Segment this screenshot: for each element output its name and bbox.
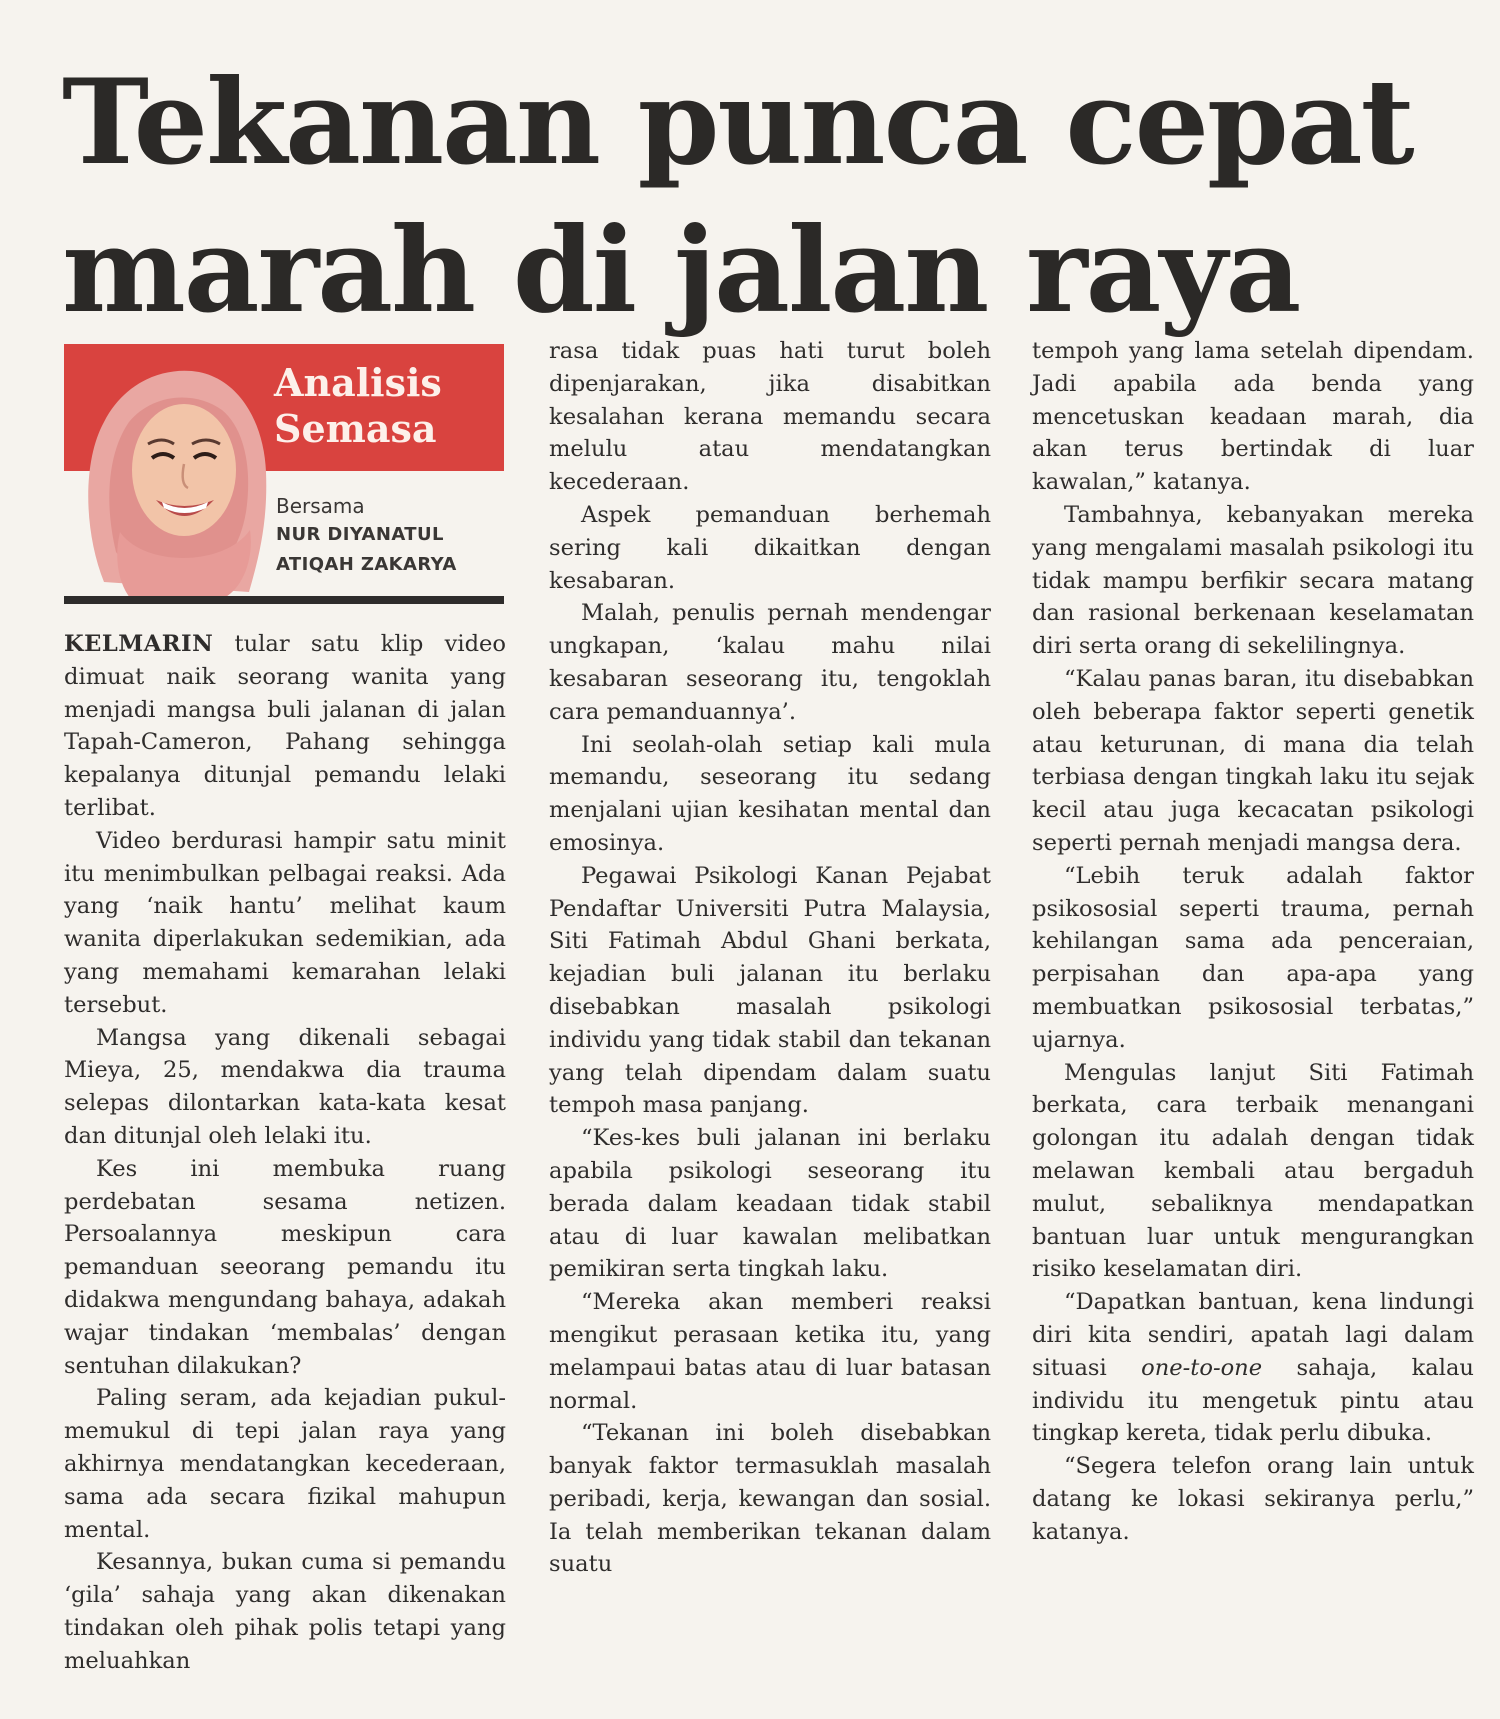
author-name-line-1: NUR DIYANATUL <box>276 524 444 545</box>
headline-line-1: Tekanan punca cepat <box>62 53 1413 191</box>
paragraph-text: “Dapatkan bantuan, kena lindungi diri kita sendiri, apatah lagi dalam situasi <box>1032 1289 1474 1381</box>
article-paragraph: Ini seolah-olah setiap kali mula memandu, seseorang itu sedang menjalani ujian kesihatan mental dan emosinya. <box>549 731 991 856</box>
columnist-portrait-icon <box>74 352 274 598</box>
article-paragraph: “Mereka akan memberi reaksi mengikut perasaan ketika itu, yang melampaui batas atau di luar batasan normal. <box>549 1289 991 1414</box>
italic-phrase: one-to-one <box>1141 1354 1263 1381</box>
column-title-line-1: Analisis <box>274 360 442 405</box>
article-paragraph: Mengulas lanjut Siti Fatimah berkata, cara terbaik menangani golongan itu adalah dengan tidak melawan kembali atau bergaduh mulut, sebaliknya mendapatkan bantuan luar untuk mengurangkan risiko keselamatan diri. <box>1032 1059 1474 1283</box>
article-paragraph: Kes ini membuka ruang perdebatan sesama netizen. Persoalannya meskipun cara pemanduan seeorang pemandu itu didakwa mengundang bahaya, adakah wajar tindakan ‘membalas’ dengan sentuhan dilakukan? <box>64 1155 506 1379</box>
article-paragraph: Tambahnya, kebanyakan mereka yang mengalami masalah psikologi itu tidak mampu berfikir secara matang dan rasional berkenaan keselamatan diri serta orang di sekelilingnya. <box>1032 501 1474 660</box>
paragraph-text: tular satu klip video dimuat naik seorang wanita yang menjadi mangsa buli jalanan di jalan Tapah-Cameron, Pahang sehingga kepalanya ditunjal pemandu lelaki terlibat. <box>64 631 506 821</box>
headline <box>62 48 1462 344</box>
byline-with-label: Bersama <box>276 494 365 518</box>
article-column-1 <box>64 628 506 1688</box>
article-paragraph: Mangsa yang dikenali sebagai Mieya, 25, mendakwa dia trauma selepas dilontarkan kata-kata kesat dan ditunjal oleh lelaki itu. <box>64 1024 506 1149</box>
column-header-box <box>64 344 504 604</box>
lead-word: KELMARIN <box>64 631 214 657</box>
article-paragraph: tempoh yang lama setelah dipendam. Jadi apabila ada benda yang mencetuskan keadaan marah, dia akan terus bertindak di luar kawalan,” katanya. <box>1032 338 1474 496</box>
article-paragraph: Malah, penulis pernah mendengar ungkapan, ‘kalau mahu nilai kesabaran seseorang itu, tengoklah cara pemanduannya’. <box>549 600 991 725</box>
article-column-2 <box>549 335 991 1581</box>
article-paragraph: “Segera telefon orang lain untuk datang ke lokasi sekiranya perlu,” katanya. <box>1032 1453 1474 1545</box>
article-paragraph: Pegawai Psikologi Kanan Pejabat Pendaftar Universiti Putra Malaysia, Siti Fatimah Abdul Ghani berkata, kejadian buli jalanan itu berlaku disebabkan masalah psikologi individu yang tidak stabil dan tekanan yang telah dipendam dalam suatu tempoh masa panjang. <box>549 862 991 1119</box>
article-paragraph: “Lebih teruk adalah faktor psikososial seperti trauma, pernah kehilangan sama ada penceraian, perpisahan dan apa-apa yang membuatkan psikososial terbatas,” ujarnya. <box>1032 862 1474 1053</box>
author-name-line-2: ATIQAH ZAKARYA <box>276 554 457 575</box>
article-paragraph: “Kalau panas baran, itu disebabkan oleh beberapa faktor seperti genetik atau keturunan, di mana dia telah terbiasa dengan tingkah laku itu sejak kecil atau juga kecacatan psikologi seperti pernah menjadi mangsa dera. <box>1032 665 1474 856</box>
article-paragraph: Aspek pemanduan berhemah sering kali dikaitkan dengan kesabaran. <box>549 501 991 594</box>
column-title-line-2: Semasa <box>274 406 437 451</box>
headline-line-2: marah di jalan raya <box>62 201 1300 339</box>
article-paragraph: “Kes-kes buli jalanan ini berlaku apabila psikologi seseorang itu berada dalam keadaan tidak stabil atau di luar kawalan melibatkan pemikiran serta tingkah laku. <box>549 1125 991 1283</box>
paragraph-text: sahaja, kalau individu itu mengetuk pintu atau tingkap kereta, tidak perlu dibuka. <box>1032 1354 1474 1447</box>
article-column-3 <box>1032 335 1474 1548</box>
column-header-rule <box>64 596 504 604</box>
article-paragraph: Paling seram, ada kejadian pukul-memukul di tepi jalan raya yang akhirnya mendatangkan kecederaan, sama ada secara fizikal mahupun mental. <box>64 1385 506 1543</box>
byline <box>276 492 504 580</box>
article-paragraph: Video berdurasi hampir satu minit itu menimbulkan pelbagai reaksi. Ada yang ‘naik hantu’ melihat kaum wanita diperlakukan sedemikian, ada yang memahami kemarahan lelaki tersebut. <box>64 827 506 1018</box>
column-title <box>274 360 499 452</box>
article-paragraph: “Tekanan ini boleh disebabkan banyak faktor termasuklah masalah peribadi, kerja, kewangan dan sosial. Ia telah memberikan tekanan dalam suatu <box>549 1420 991 1578</box>
article-paragraph <box>1032 1286 1474 1450</box>
article-paragraph: Kesannya, bukan cuma si pemandu ‘gila’ sahaja yang akan dikenakan tindakan oleh pihak polis tetapi yang meluahkan <box>64 1549 506 1674</box>
article-paragraph <box>64 628 506 825</box>
article-paragraph: rasa tidak puas hati turut boleh dipenjarakan, jika disabitkan kesalahan kerana memandu secara melulu atau mendatangkan kecederaan. <box>549 338 991 496</box>
